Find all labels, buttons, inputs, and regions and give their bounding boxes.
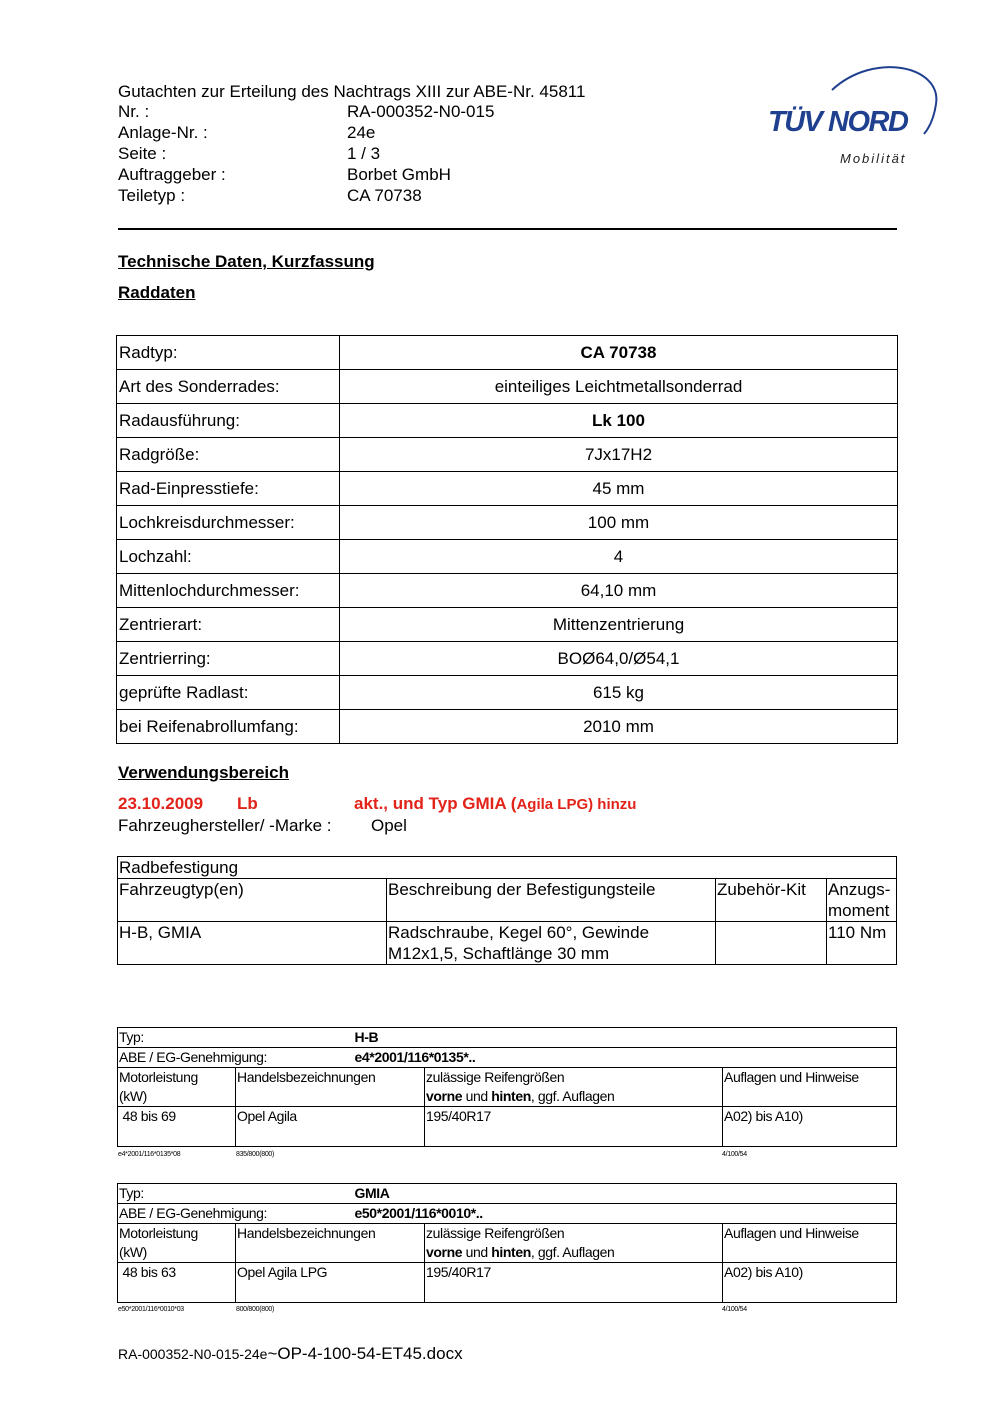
row-label: bei Reifenabrollumfang: bbox=[117, 710, 340, 744]
typ-table bbox=[117, 1183, 897, 1303]
cell-motor: 48 bis 69 bbox=[118, 1107, 236, 1147]
table-row bbox=[118, 879, 897, 922]
cell-reifen: 195/40R17 bbox=[425, 1263, 723, 1303]
section-verwendungsbereich: Verwendungsbereich bbox=[118, 763, 289, 782]
header-anzugs: Anzugs- bbox=[828, 880, 891, 899]
header-label: Seite : bbox=[118, 144, 167, 163]
footer-filename bbox=[118, 1344, 463, 1364]
cell-kit bbox=[716, 922, 827, 965]
hersteller-line bbox=[118, 816, 407, 836]
typ-label: Typ: bbox=[119, 1029, 144, 1045]
tuev-nord-logo bbox=[764, 56, 944, 176]
table-row bbox=[118, 1048, 897, 1068]
header-label: Auftraggeber : bbox=[118, 165, 226, 184]
typ-row bbox=[118, 1028, 897, 1048]
table-row bbox=[117, 506, 898, 540]
table-row bbox=[117, 336, 898, 370]
desc-line: M12x1,5, Schaftlänge 30 mm bbox=[388, 944, 610, 963]
befestigung-title: Radbefestigung bbox=[118, 857, 897, 879]
table-row bbox=[118, 1263, 897, 1303]
footer-file-suffix: ~OP-4-100-54-ET45.docx bbox=[267, 1344, 463, 1363]
header-anzugsmoment bbox=[827, 879, 897, 922]
header-moment: moment bbox=[828, 901, 890, 920]
change-text-small: Agila LPG) hinzu bbox=[516, 796, 637, 813]
document-title: Gutachten zur Erteilung des Nachtrags XIII zur ABE-Nr. 45811 bbox=[118, 82, 586, 101]
header-divider bbox=[118, 228, 897, 230]
table-row bbox=[117, 710, 898, 744]
hinten-text: hinten bbox=[491, 1088, 531, 1104]
raddaten-table bbox=[116, 335, 898, 744]
abe-value: e50*2001/116*0010*.. bbox=[354, 1205, 483, 1221]
table-row bbox=[118, 1184, 897, 1204]
logo-subtitle: Mobilität bbox=[840, 151, 907, 166]
footnote-bolt: 4/100/54 bbox=[722, 1306, 747, 1313]
cell-description bbox=[387, 922, 716, 965]
header-beschreibung: Beschreibung der Befestigungsteile bbox=[387, 879, 716, 922]
und-text: und bbox=[462, 1244, 492, 1260]
header-label: Nr. : bbox=[118, 102, 150, 121]
auflagen-text: , ggf. Auflagen bbox=[530, 1244, 615, 1260]
footnote-weight: 800/800(800) bbox=[236, 1306, 275, 1313]
typ-value: GMIA bbox=[354, 1185, 390, 1201]
cell-types: H-B, GMIA bbox=[118, 922, 387, 965]
footnote-code: e4*2001/116*0135*08 bbox=[118, 1151, 181, 1158]
table-row bbox=[117, 540, 898, 574]
cell-motor: 48 bis 63 bbox=[118, 1263, 236, 1303]
und-text: und bbox=[462, 1088, 492, 1104]
row-label: Radgröße: bbox=[117, 438, 340, 472]
table-row bbox=[118, 1028, 897, 1048]
change-date: 23.10.2009 bbox=[118, 794, 204, 813]
typ-row bbox=[118, 1184, 897, 1204]
header-value: CA 70738 bbox=[347, 186, 422, 205]
abe-label: ABE / EG-Genehmigung: bbox=[119, 1049, 268, 1065]
change-text bbox=[354, 794, 636, 814]
abe-row bbox=[118, 1204, 897, 1224]
header-reifen bbox=[425, 1068, 723, 1107]
change-code: Lb bbox=[237, 794, 258, 813]
table-row bbox=[118, 1204, 897, 1224]
row-value: 7Jx17H2 bbox=[340, 438, 898, 472]
header-value: 24e bbox=[347, 123, 376, 142]
header-zubehoer: Zubehör-Kit bbox=[716, 879, 827, 922]
header-motor-line: (kW) bbox=[119, 1244, 147, 1260]
typ-table bbox=[117, 1027, 897, 1147]
row-value: 45 mm bbox=[340, 472, 898, 506]
table-row bbox=[118, 922, 897, 965]
cell-handel: Opel Agila LPG bbox=[236, 1263, 425, 1303]
table-row bbox=[117, 404, 898, 438]
row-value: 64,10 mm bbox=[340, 574, 898, 608]
cell-torque: 110 Nm bbox=[827, 922, 897, 965]
header-auflagen: Auflagen und Hinweise bbox=[723, 1224, 897, 1263]
table-row bbox=[118, 1068, 897, 1107]
vorne-text: vorne bbox=[426, 1088, 463, 1104]
row-label: Zentrierart: bbox=[117, 608, 340, 642]
header-label: Teiletyp : bbox=[118, 186, 186, 205]
befestigung-table bbox=[117, 856, 897, 965]
header-motor bbox=[118, 1224, 236, 1263]
row-label: Radtyp: bbox=[117, 336, 340, 370]
row-value: 2010 mm bbox=[340, 710, 898, 744]
footer-doc-number: RA-000352-N0-015-24e bbox=[118, 1346, 268, 1362]
row-label: Radausführung: bbox=[117, 404, 340, 438]
header-fahrzeugtyp: Fahrzeugtyp(en) bbox=[118, 879, 387, 922]
row-label: Lochzahl: bbox=[117, 540, 340, 574]
table-row bbox=[117, 472, 898, 506]
row-value: Mittenzentrierung bbox=[340, 608, 898, 642]
header-reifen-line bbox=[426, 1243, 721, 1262]
row-label: Art des Sonderrades: bbox=[117, 370, 340, 404]
row-value: einteiliges Leichtmetallsonderrad bbox=[340, 370, 898, 404]
section-raddaten: Raddaten bbox=[118, 283, 196, 302]
cell-auflagen: A02) bis A10) bbox=[723, 1263, 897, 1303]
header-handel: Handelsbezeichnungen bbox=[236, 1224, 425, 1263]
vorne-text: vorne bbox=[426, 1244, 463, 1260]
header-motor-line: Motorleistung bbox=[119, 1069, 198, 1085]
table-row bbox=[117, 574, 898, 608]
row-value: 4 bbox=[340, 540, 898, 574]
row-value: 100 mm bbox=[340, 506, 898, 540]
cell-auflagen: A02) bis A10) bbox=[723, 1107, 897, 1147]
logo-text: TÜV NORD bbox=[768, 106, 908, 138]
table-row bbox=[118, 1224, 897, 1263]
header-reifen-line: zulässige Reifengrößen bbox=[426, 1069, 565, 1085]
header-auflagen: Auflagen und Hinweise bbox=[723, 1068, 897, 1107]
row-value: 615 kg bbox=[340, 676, 898, 710]
hersteller-label: Fahrzeughersteller/ -Marke : bbox=[118, 816, 332, 835]
cell-reifen: 195/40R17 bbox=[425, 1107, 723, 1147]
header-motor-line: Motorleistung bbox=[119, 1225, 198, 1241]
header-reifen-line: zulässige Reifengrößen bbox=[426, 1225, 565, 1241]
footnote-bolt: 4/100/54 bbox=[722, 1151, 747, 1158]
header-motor-line: (kW) bbox=[119, 1088, 147, 1104]
hinten-text: hinten bbox=[491, 1244, 531, 1260]
table-row bbox=[117, 676, 898, 710]
footnote-code: e50*2001/116*0010*03 bbox=[118, 1306, 184, 1313]
desc-line: Radschraube, Kegel 60°, Gewinde bbox=[388, 923, 650, 942]
header-value: Borbet GmbH bbox=[347, 165, 451, 184]
row-label: Lochkreisdurchmesser: bbox=[117, 506, 340, 540]
change-text-main: akt., und Typ GMIA ( bbox=[354, 794, 517, 813]
header-reifen-line bbox=[426, 1087, 721, 1106]
cell-handel: Opel Agila bbox=[236, 1107, 425, 1147]
table-row bbox=[117, 438, 898, 472]
row-label: Mittenlochdurchmesser: bbox=[117, 574, 340, 608]
row-label: Rad-Einpresstiefe: bbox=[117, 472, 340, 506]
auflagen-text: , ggf. Auflagen bbox=[530, 1088, 615, 1104]
header-value: 1 / 3 bbox=[347, 144, 381, 163]
header-value: RA-000352-N0-015 bbox=[347, 102, 495, 121]
table-row bbox=[118, 857, 897, 879]
table-row bbox=[117, 370, 898, 404]
header-handel: Handelsbezeichnungen bbox=[236, 1068, 425, 1107]
header-motor bbox=[118, 1068, 236, 1107]
row-label: Zentrierring: bbox=[117, 642, 340, 676]
row-label: geprüfte Radlast: bbox=[117, 676, 340, 710]
abe-row bbox=[118, 1048, 897, 1068]
row-value: CA 70738 bbox=[340, 336, 898, 370]
header-label: Anlage-Nr. : bbox=[118, 123, 208, 142]
table-row bbox=[117, 642, 898, 676]
header-reifen bbox=[425, 1224, 723, 1263]
typ-label: Typ: bbox=[119, 1185, 144, 1201]
row-value: Lk 100 bbox=[340, 404, 898, 438]
footnote-weight: 835/800(800) bbox=[236, 1151, 275, 1158]
typ-value: H-B bbox=[354, 1029, 379, 1045]
abe-value: e4*2001/116*0135*.. bbox=[354, 1049, 476, 1065]
abe-label: ABE / EG-Genehmigung: bbox=[119, 1205, 268, 1221]
section-technische-daten: Technische Daten, Kurzfassung bbox=[118, 252, 375, 271]
row-value: BOØ64,0/Ø54,1 bbox=[340, 642, 898, 676]
hersteller-value: Opel bbox=[371, 816, 407, 835]
table-row bbox=[118, 1107, 897, 1147]
table-row bbox=[117, 608, 898, 642]
